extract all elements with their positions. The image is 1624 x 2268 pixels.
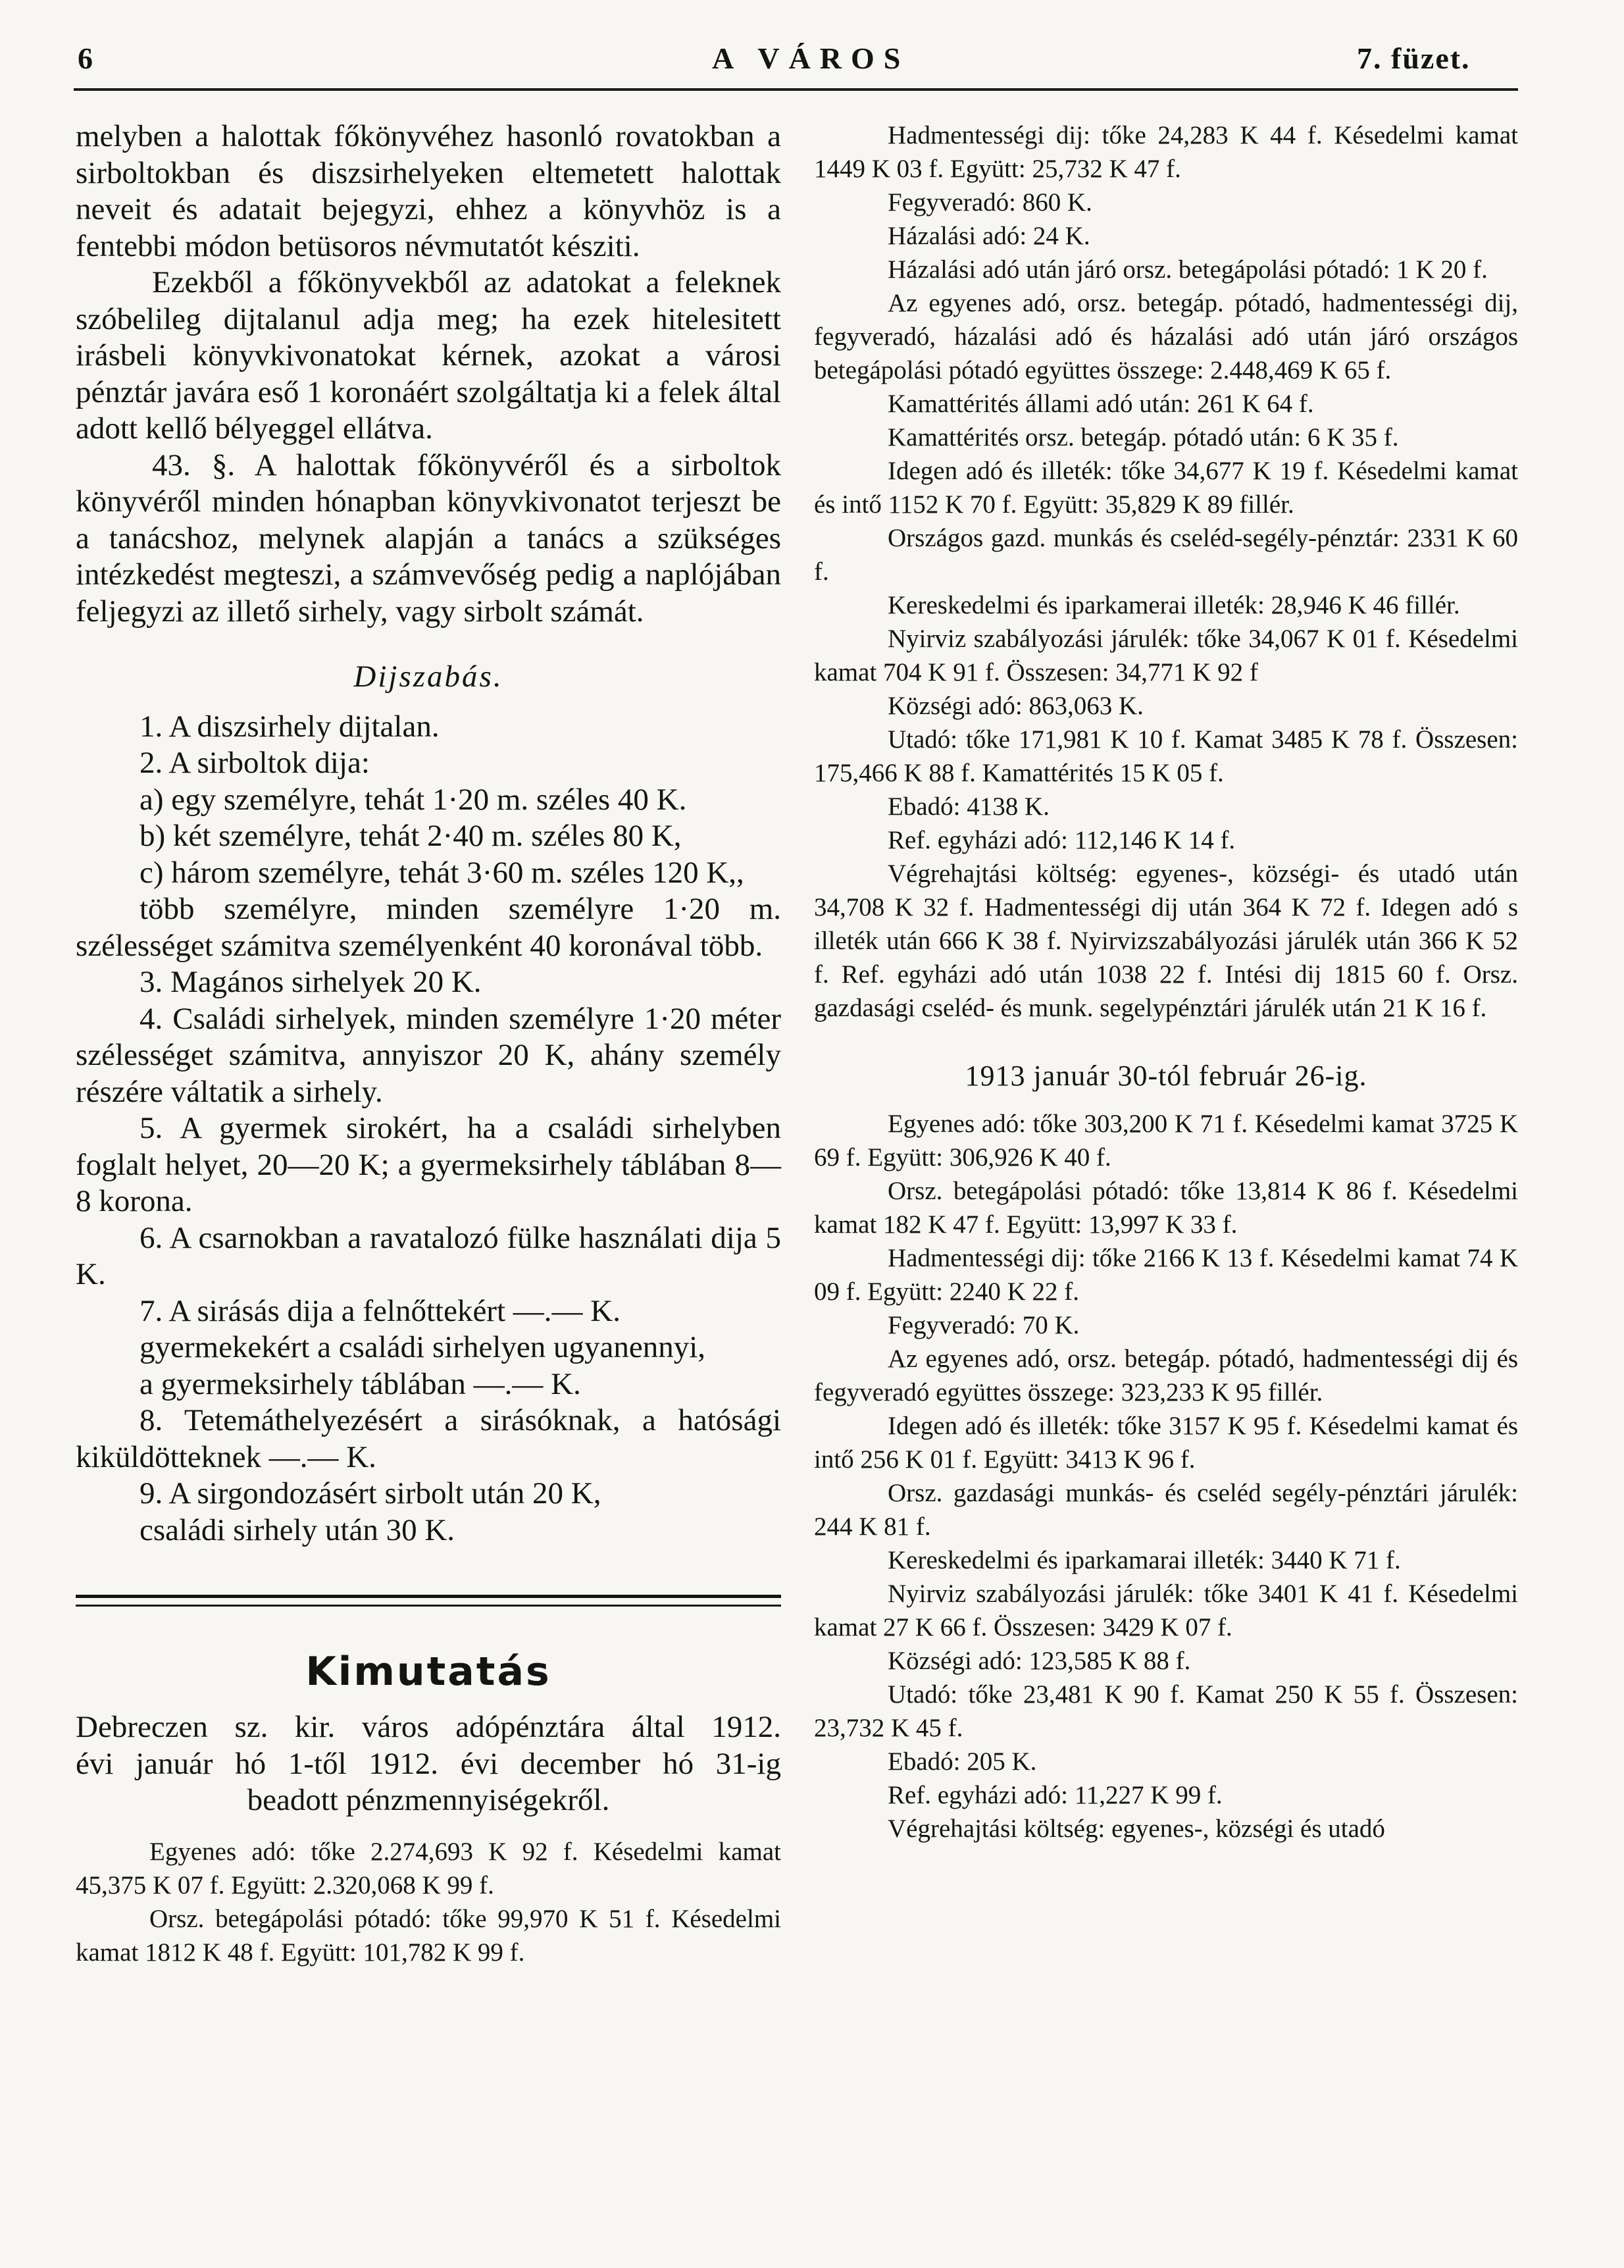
left-column bbox=[76, 118, 781, 1969]
ledger-entry: Házalási adó: 24 K. bbox=[888, 222, 1090, 250]
kimutatas-subtitle-line: Debreczen sz. kir. város adópénztára által 1912. bbox=[76, 1710, 781, 1744]
fee-item: 9. A sirgondozásért sirbolt után 20 K, bbox=[140, 1476, 601, 1510]
ledger-entry: Egyenes adó: tőke 2.274,693 K 92 f. Késedelmi kamat 45,375 K 07 f. Együtt: 2.320,068 K 99 f. bbox=[76, 1837, 781, 1899]
ledger-entry: Ref. egyházi adó: 11,227 K 99 f. bbox=[888, 1781, 1223, 1809]
kimutatas-entries bbox=[76, 1835, 781, 1969]
ledger-entry: Idegen adó és illeték: tőke 3157 K 95 f. Késedelmi kamat és intő 256 K 01 f. Együtt: 3413 K 96 f. bbox=[814, 1412, 1518, 1474]
ledger-entry: Ref. egyházi adó: 112,146 K 14 f. bbox=[888, 826, 1236, 854]
entries-1912 bbox=[814, 118, 1518, 1025]
ledger-entry: Kamattérités orsz. betegáp. pótadó után: 6 K 35 f. bbox=[888, 423, 1399, 451]
kimutatas-subtitle-line: beadott pénzmennyiségekről. bbox=[247, 1783, 610, 1817]
ledger-entry: Egyenes adó: tőke 303,200 K 71 f. Késedelmi kamat 3725 K 69 f. Együtt: 306,926 K 40 f. bbox=[814, 1110, 1518, 1172]
journal-title: A VÁROS bbox=[712, 41, 910, 75]
fee-schedule-title: Dijszabás. bbox=[353, 659, 503, 694]
fee-item: 7. A sirásás dija a felnőttekért —.— K. bbox=[140, 1293, 621, 1328]
fee-item: a gyermeksirhely táblában —.— K. bbox=[140, 1366, 581, 1401]
fee-item: családi sirhely után 30 K. bbox=[140, 1512, 455, 1547]
ledger-entry: Házalási adó után járó orsz. betegápolási pótadó: 1 K 20 f. bbox=[888, 255, 1488, 284]
fee-item: 5. A gyermek sirokért, ha a családi sirhelyben foglalt helyet, 20—20 K; a gyermeksirhely táblában 8—8 korona. bbox=[76, 1111, 781, 1218]
ledger-entry: Ebadó: 4138 K. bbox=[888, 792, 1050, 821]
fee-item: c) három személyre, tehát 3·60 m. széles 120 K,, bbox=[140, 855, 744, 890]
fee-item: b) két személyre, tehát 2·40 m. széles 80 K, bbox=[140, 819, 682, 853]
kimutatas-subtitle-line: évi január hó 1-től 1912. évi december hó 31-ig bbox=[76, 1746, 781, 1781]
period-heading: 1913 január 30-tól február 26-ig. bbox=[965, 1060, 1367, 1092]
ledger-entry: Községi adó: 863,063 K. bbox=[888, 692, 1144, 720]
fee-item: a) egy személyre, tehát 1·20 m. széles 40 K. bbox=[140, 782, 687, 817]
ledger-entry: Nyirviz szabályozási járulék: tőke 34,067 K 01 f. Késedelmi kamat 704 K 91 f. Összesen: 34,771 K 92 f bbox=[814, 625, 1518, 686]
paragraph: melyben a halottak főkönyvéhez hasonló rovatokban a sirboltokban és diszsirhelyeken eltemetett halottak neveit és adatait bejegyzi, ehhez a könyvhöz is a fentebbi módon betüsoros névmutatót késziti. bbox=[76, 119, 781, 263]
page-header bbox=[0, 0, 1624, 92]
fee-item: 1. A diszsirhely dijtalan. bbox=[140, 709, 440, 744]
ledger-entry: Utadó: tőke 171,981 K 10 f. Kamat 3485 K 78 f. Összesen: 175,466 K 88 f. Kamattérités 15 K 05 f. bbox=[814, 725, 1518, 787]
fee-item: 6. A csarnokban a ravatalozó fülke használati dija 5 K. bbox=[76, 1220, 781, 1291]
ledger-entry: Az egyenes adó, orsz. betegáp. pótadó, hadmentességi dij és fegyveradó együttes összege: 323,233 K 95 fillér. bbox=[814, 1345, 1518, 1406]
ledger-entry: Fegyveradó: 860 K. bbox=[888, 188, 1092, 217]
ledger-entry: Utadó: tőke 23,481 K 90 f. Kamat 250 K 55 f. Összesen: 23,732 K 45 f. bbox=[814, 1680, 1518, 1742]
ledger-entry: Orsz. betegápolási pótadó: tőke 99,970 K 51 f. Késedelmi kamat 1812 K 48 f. Együtt: 101,782 K 99 f. bbox=[76, 1904, 781, 1967]
ledger-entry: Orsz. gazdasági munkás- és cseléd segély-pénztári járulék: 244 K 81 f. bbox=[814, 1479, 1518, 1541]
kimutatas-title: Kimutatás bbox=[305, 1649, 551, 1695]
fee-item: több személyre, minden személyre 1·20 m. szélességet számitva személyenként 40 koronával több. bbox=[76, 892, 781, 963]
header-rule bbox=[74, 88, 1518, 91]
fee-item: 2. A sirboltok dija: bbox=[140, 746, 370, 780]
right-column bbox=[814, 118, 1518, 1845]
ledger-entry: Az egyenes adó, orsz. betegáp. pótadó, hadmentességi dij, fegyveradó, házalási adó és házalási adó után járó országos betegápolási pótadó együttes összege: 2.448,469 K 65 f. bbox=[814, 289, 1518, 384]
ledger-entry: Fegyveradó: 70 K. bbox=[888, 1311, 1080, 1339]
issue-number: 7. füzet. bbox=[1357, 41, 1471, 75]
ledger-entry: Kereskedelmi és iparkamarai illeték: 3440 K 71 f. bbox=[888, 1546, 1401, 1574]
fee-item: 3. Magános sirhelyek 20 K. bbox=[140, 965, 482, 999]
ledger-entry: Kereskedelmi és iparkamerai illeték: 28,946 K 46 fillér. bbox=[888, 591, 1460, 619]
ledger-entry: Ebadó: 205 K. bbox=[888, 1747, 1037, 1776]
ledger-entry: Hadmentességi dij: tőke 24,283 K 44 f. Késedelmi kamat 1449 K 03 f. Együtt: 25,732 K 47 f. bbox=[814, 121, 1518, 183]
paragraph-section-43: 43. §. A halottak főkönyvéről és a sirboltok könyvéről minden hónapban könyvkivonatot terjeszt be a tanácshoz, melynek alapján a tanács a szükséges intézkedést megteszi, a számvevőség pedig a naplójában feljegyzi az illető sirhely, vagy sirbolt számát. bbox=[76, 448, 781, 629]
fee-item: 8. Tetemáthelyezésért a sirásóknak, a hatósági kiküldötteknek —.— K. bbox=[76, 1403, 781, 1474]
fee-item: 4. Családi sirhelyek, minden személyre 1·20 méter szélességet számitva, annyiszor 20 K, ahány személy részére váltatik a sirhely. bbox=[76, 1001, 781, 1109]
ledger-entry: Nyirviz szabályozási járulék: tőke 3401 K 41 f. Késedelmi kamat 27 K 66 f. Összesen: 3429 K 07 f. bbox=[814, 1580, 1518, 1641]
fee-schedule-list bbox=[76, 709, 781, 1549]
ledger-entry: Országos gazd. munkás és cseléd-segély-pénztár: 2331 K 60 f. bbox=[814, 524, 1518, 586]
ledger-entry: Hadmentességi dij: tőke 2166 K 13 f. Késedelmi kamat 74 K 09 f. Együtt: 2240 K 22 f. bbox=[814, 1244, 1518, 1306]
ledger-entry: Végrehajtási költség: egyenes-, községi és utadó bbox=[888, 1815, 1385, 1843]
kimutatas-subtitle bbox=[76, 1709, 781, 1819]
ledger-entry: Községi adó: 123,585 K 88 f. bbox=[888, 1647, 1191, 1675]
paragraph: Ezekből a főkönyvekből az adatokat a feleknek szóbelileg dijtalanul adja meg; ha ezek hitelesitett irásbeli könyvkivonatokat kérnek, azokat a városi pénztár javára eső 1 koronáért szolgáltatja ki a felek által adott kellő bélyeggel ellátva. bbox=[76, 265, 781, 446]
section-divider bbox=[76, 1595, 781, 1607]
fee-item: gyermekekért a családi sirhelyen ugyanennyi, bbox=[140, 1330, 706, 1364]
ledger-entry: Kamattérités állami adó után: 261 K 64 f. bbox=[888, 390, 1314, 418]
ledger-entry: Végrehajtási költség: egyenes-, községi- és utadó után 34,708 K 32 f. Hadmentességi dij után 364 K 72 f. Idegen adó s illeték után 666 K 38 f. Nyirvizszabályozási járulék után 366 K 52 f. Ref. egyházi adó után 1038 22 f. Intési dij 1815 60 f. Orsz. gazdasági cseléd- és munk. segelypénztári járulék után 21 K 16 f. bbox=[814, 860, 1518, 1022]
entries-1913 bbox=[814, 1107, 1518, 1845]
ledger-entry: Orsz. betegápolási pótadó: tőke 13,814 K 86 f. Késedelmi kamat 182 K 47 f. Együtt: 13,997 K 33 f. bbox=[814, 1177, 1518, 1239]
page-number: 6 bbox=[78, 41, 94, 75]
ledger-entry: Idegen adó és illeték: tőke 34,677 K 19 f. Késedelmi kamat és intő 1152 K 70 f. Együtt: 35,829 K 89 fillér. bbox=[814, 457, 1518, 519]
